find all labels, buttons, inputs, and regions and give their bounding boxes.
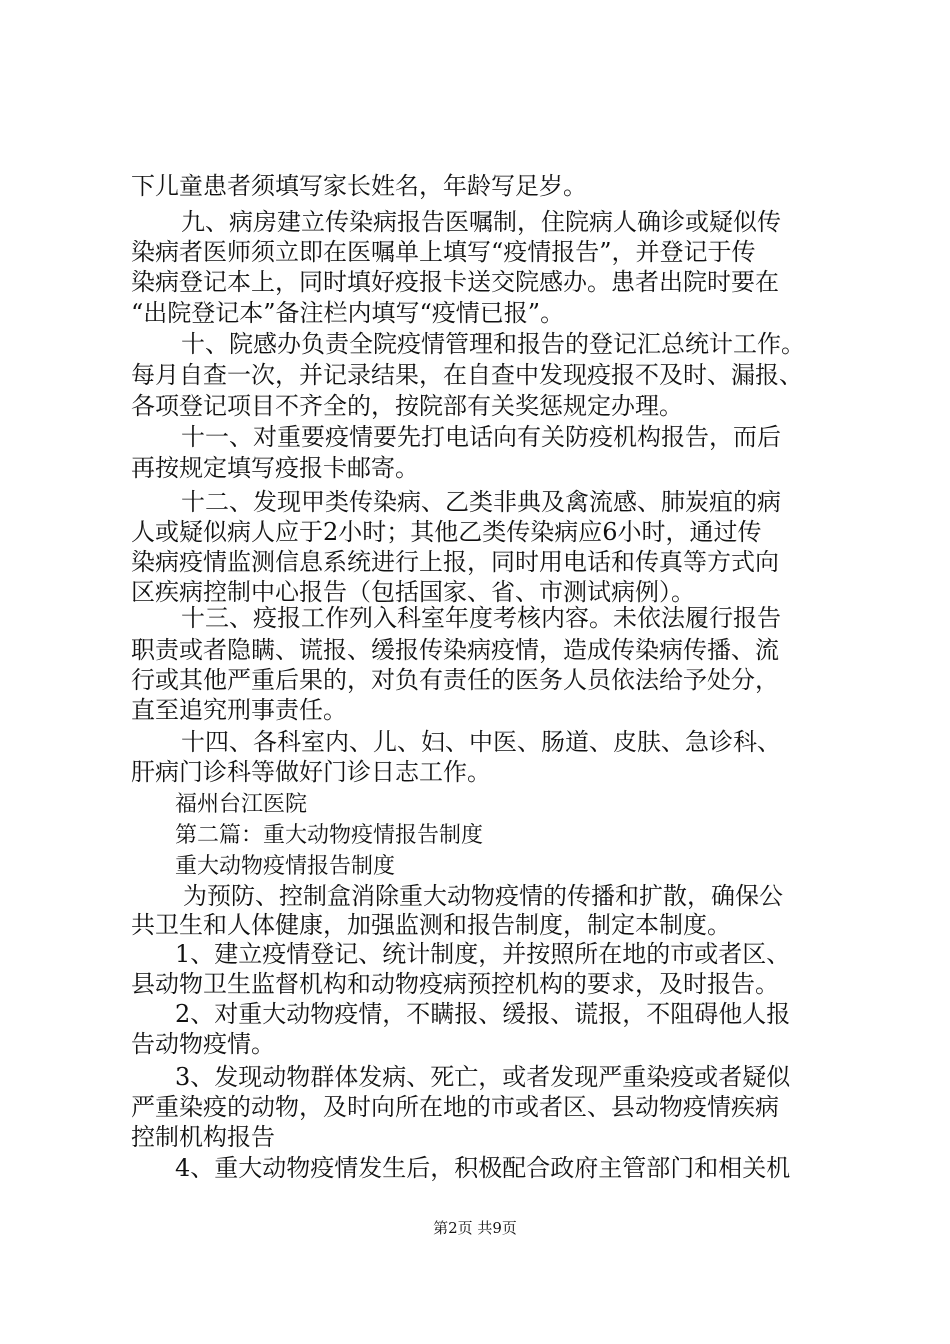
text-line: 染病登记本上，同时填好疫报卡送交院感办。患者出院时要在 xyxy=(131,268,779,296)
text-line: 十二、发现甲类传染病、乙类非典及禽流感、肺炭疽的病 xyxy=(181,488,781,516)
text-line: 九、病房建立传染病报告医嘱制，住院病人确诊或疑似传 xyxy=(181,208,781,236)
text-line: 区疾病控制中心报告（包括国家、省、市测试病例）。 xyxy=(131,578,695,606)
text-line: 十、院感办负责全院疫情管理和报告的登记汇总统计工作。 xyxy=(181,330,805,358)
text-line: 各项登记项目不齐全的，按院部有关奖惩规定办理。 xyxy=(131,392,683,420)
text-line: 3、发现动物群体发病、死亡，或者发现严重染疫或者疑似 xyxy=(175,1063,791,1091)
document-title: 重大动物疫情报告制度 xyxy=(175,854,396,879)
text-line: 染病者医师须立即在医嘱单上填写“疫情报告”，并登记于传 xyxy=(131,238,756,266)
text-line: 十一、对重要疫情要先打电话向有关防疫机构报告，而后 xyxy=(181,423,781,451)
text-line: “出院登记本”备注栏内填写“疫情已报”。 xyxy=(131,299,565,327)
text-line: 4、重大动物疫情发生后，积极配合政府主管部门和相关机 xyxy=(175,1154,791,1182)
text-line: 十三、疫报工作列入科室年度考核内容。未依法履行报告 xyxy=(181,604,781,632)
text-line: 1、建立疫情登记、统计制度，并按照所在地的市或者区、 xyxy=(175,940,791,968)
text-line: 十四、各科室内、儿、妇、中医、肠道、皮肤、急诊科、 xyxy=(181,728,781,756)
text-line: 职责或者隐瞒、谎报、缓报传染病疫情，造成传染病传播、流 xyxy=(131,636,779,664)
text-line: 为预防、控制盒消除重大动物疫情的传播和扩散，确保公 xyxy=(183,882,783,910)
text-line: 共卫生和人体健康，加强监测和报告制度，制定本制度。 xyxy=(131,911,731,939)
text-line: 行或其他严重后果的，对负有责任的医务人员依法给予处分， xyxy=(131,666,779,694)
hospital-signature: 福州台江医院 xyxy=(175,792,308,817)
text-line: 肝病门诊科等做好门诊日志工作。 xyxy=(131,758,491,786)
page-footer: 第2页 共9页 xyxy=(433,1219,517,1237)
text-line: 县动物卫生监督机构和动物疫病预控机构的要求，及时报告。 xyxy=(131,970,779,998)
text-line: 每月自查一次，并记录结果，在自查中发现疫报不及时、漏报、 xyxy=(131,361,803,389)
text-line: 人或疑似病人应于2小时；其他乙类传染病应6小时，通过传 xyxy=(131,518,762,546)
text-line: 严重染疫的动物，及时向所在地的市或者区、县动物疫情疾病 xyxy=(131,1093,779,1121)
text-line: 直至追究刑事责任。 xyxy=(131,696,347,724)
text-line: 控制机构报告 xyxy=(131,1123,275,1151)
text-line: 告动物疫情。 xyxy=(131,1030,275,1058)
text-line: 下儿童患者须填写家长姓名，年龄写足岁。 xyxy=(131,172,587,200)
text-line: 2、对重大动物疫情，不瞒报、缓报、谎报，不阻碍他人报 xyxy=(175,1000,791,1028)
text-line: 再按规定填写疫报卡邮寄。 xyxy=(131,454,419,482)
section-heading: 第二篇：重大动物疫情报告制度 xyxy=(175,823,484,848)
text-line: 染病疫情监测信息系统进行上报，同时用电话和传真等方式向 xyxy=(131,548,779,576)
